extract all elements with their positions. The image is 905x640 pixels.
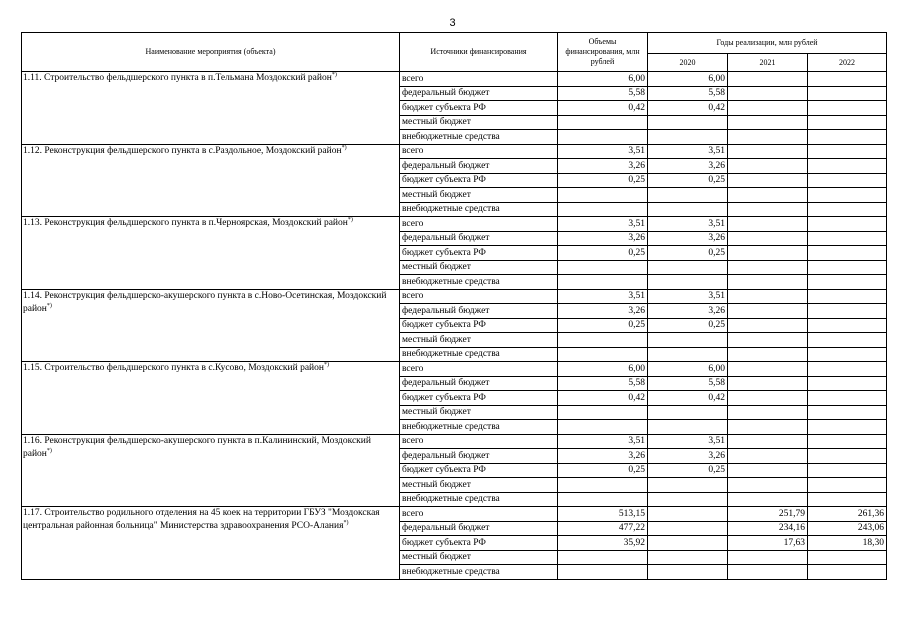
volume-cell xyxy=(558,347,648,362)
volume-cell: 3,51 xyxy=(558,289,648,304)
source-cell: федеральный бюджет xyxy=(400,521,558,536)
source-cell: местный бюджет xyxy=(400,115,558,130)
volume-cell xyxy=(558,405,648,420)
footnote-mark: *) xyxy=(343,519,349,526)
year-2022-cell xyxy=(808,130,887,145)
table-row xyxy=(22,217,887,232)
year-2020-cell xyxy=(648,130,728,145)
year-2021-cell xyxy=(728,115,808,130)
year-2021-cell xyxy=(728,304,808,319)
header-year-2021: 2021 xyxy=(728,54,808,72)
year-2022-cell: 243,06 xyxy=(808,521,887,536)
volume-cell xyxy=(558,420,648,435)
source-cell: всего xyxy=(400,289,558,304)
item-name-text: 1.11. Строительство фельдшерского пункта в п.Тельмана Моздокский район xyxy=(23,73,332,83)
year-2021-cell xyxy=(728,188,808,203)
year-2020-cell: 0,25 xyxy=(648,173,728,188)
header-source: Источники финансирования xyxy=(400,33,558,72)
year-2020-cell: 0,42 xyxy=(648,101,728,116)
year-2021-cell xyxy=(728,231,808,246)
item-name xyxy=(22,434,400,507)
item-name xyxy=(22,362,400,435)
volume-cell: 6,00 xyxy=(558,72,648,87)
table-body xyxy=(22,72,887,580)
year-2021-cell xyxy=(728,318,808,333)
year-2022-cell xyxy=(808,565,887,580)
source-cell: местный бюджет xyxy=(400,260,558,275)
source-cell: бюджет субъекта РФ xyxy=(400,246,558,261)
year-2020-cell xyxy=(648,333,728,348)
year-2020-cell xyxy=(648,478,728,493)
year-2021-cell xyxy=(728,202,808,217)
year-2021-cell xyxy=(728,478,808,493)
year-2022-cell xyxy=(808,231,887,246)
year-2022-cell xyxy=(808,202,887,217)
item-name-text: 1.15. Строительство фельдшерского пункта в с.Кусово, Моздокский район xyxy=(23,363,324,373)
volume-cell xyxy=(558,115,648,130)
year-2021-cell xyxy=(728,86,808,101)
year-2021-cell xyxy=(728,362,808,377)
source-cell: местный бюджет xyxy=(400,478,558,493)
item-name xyxy=(22,144,400,217)
year-2022-cell xyxy=(808,144,887,159)
source-cell: всего xyxy=(400,507,558,522)
year-2020-cell xyxy=(648,536,728,551)
year-2020-cell: 3,51 xyxy=(648,289,728,304)
volume-cell: 0,25 xyxy=(558,318,648,333)
source-cell: внебюджетные средства xyxy=(400,202,558,217)
volume-cell: 6,00 xyxy=(558,362,648,377)
item-name-text: 1.14. Реконструкция фельдшерско-акушерского пункта в с.Ново-Осетинская, Моздокский район xyxy=(23,290,387,314)
year-2020-cell: 3,51 xyxy=(648,434,728,449)
item-name xyxy=(22,217,400,290)
year-2021-cell xyxy=(728,492,808,507)
table-row xyxy=(22,507,887,522)
item-name-text: 1.16. Реконструкция фельдшерско-акушерского пункта в п.Калининский, Моздокский район xyxy=(23,435,371,459)
source-cell: внебюджетные средства xyxy=(400,130,558,145)
header-year-2020: 2020 xyxy=(648,54,728,72)
source-cell: внебюджетные средства xyxy=(400,275,558,290)
year-2021-cell xyxy=(728,449,808,464)
year-2020-cell: 3,26 xyxy=(648,449,728,464)
year-2021-cell xyxy=(728,391,808,406)
footnote-mark: *) xyxy=(46,447,52,454)
item-name xyxy=(22,72,400,145)
volume-cell: 3,26 xyxy=(558,231,648,246)
year-2020-cell: 3,26 xyxy=(648,231,728,246)
year-2020-cell xyxy=(648,521,728,536)
table-row xyxy=(22,144,887,159)
footnote-mark: *) xyxy=(341,144,347,151)
source-cell: внебюджетные средства xyxy=(400,420,558,435)
page-number: 3 xyxy=(449,17,456,29)
volume-cell: 3,51 xyxy=(558,217,648,232)
source-cell: бюджет субъекта РФ xyxy=(400,318,558,333)
volume-cell: 477,22 xyxy=(558,521,648,536)
source-cell: всего xyxy=(400,144,558,159)
source-cell: внебюджетные средства xyxy=(400,565,558,580)
year-2020-cell: 0,25 xyxy=(648,318,728,333)
volume-cell: 5,58 xyxy=(558,376,648,391)
year-2021-cell xyxy=(728,376,808,391)
year-2022-cell xyxy=(808,260,887,275)
item-name-text: 1.13. Реконструкция фельдшерского пункта в п.Черноярская, Моздокский район xyxy=(23,218,348,228)
source-cell: внебюджетные средства xyxy=(400,492,558,507)
volume-cell: 0,25 xyxy=(558,246,648,261)
year-2020-cell: 6,00 xyxy=(648,362,728,377)
table-row xyxy=(22,434,887,449)
year-2022-cell: 18,30 xyxy=(808,536,887,551)
year-2021-cell xyxy=(728,565,808,580)
volume-cell: 35,92 xyxy=(558,536,648,551)
year-2022-cell xyxy=(808,289,887,304)
year-2021-cell xyxy=(728,347,808,362)
year-2022-cell xyxy=(808,434,887,449)
source-cell: всего xyxy=(400,434,558,449)
footnote-mark: *) xyxy=(347,216,353,223)
source-cell: федеральный бюджет xyxy=(400,231,558,246)
year-2021-cell xyxy=(728,289,808,304)
footnote-mark: *) xyxy=(323,361,329,368)
year-2022-cell xyxy=(808,347,887,362)
volume-cell: 3,26 xyxy=(558,304,648,319)
header-name: Наименование мероприятия (объекта) xyxy=(22,33,400,72)
table-row xyxy=(22,289,887,304)
year-2022-cell: 261,36 xyxy=(808,507,887,522)
source-cell: бюджет субъекта РФ xyxy=(400,391,558,406)
year-2021-cell xyxy=(728,463,808,478)
year-2022-cell xyxy=(808,115,887,130)
footnote-mark: *) xyxy=(46,302,52,309)
year-2021-cell: 234,16 xyxy=(728,521,808,536)
year-2022-cell xyxy=(808,86,887,101)
year-2021-cell xyxy=(728,333,808,348)
year-2020-cell xyxy=(648,202,728,217)
header-volume: Объемы финансирования, млн рублей xyxy=(558,33,648,72)
year-2020-cell: 3,51 xyxy=(648,217,728,232)
year-2021-cell: 17,63 xyxy=(728,536,808,551)
year-2021-cell xyxy=(728,434,808,449)
year-2020-cell: 3,51 xyxy=(648,144,728,159)
source-cell: местный бюджет xyxy=(400,188,558,203)
year-2020-cell xyxy=(648,550,728,565)
year-2021-cell xyxy=(728,420,808,435)
source-cell: всего xyxy=(400,72,558,87)
year-2022-cell xyxy=(808,478,887,493)
year-2021-cell xyxy=(728,173,808,188)
year-2022-cell xyxy=(808,333,887,348)
volume-cell: 513,15 xyxy=(558,507,648,522)
year-2020-cell: 0,25 xyxy=(648,246,728,261)
year-2020-cell: 5,58 xyxy=(648,86,728,101)
year-2020-cell xyxy=(648,507,728,522)
year-2020-cell xyxy=(648,188,728,203)
year-2021-cell xyxy=(728,550,808,565)
year-2021-cell xyxy=(728,130,808,145)
source-cell: федеральный бюджет xyxy=(400,86,558,101)
year-2020-cell xyxy=(648,260,728,275)
year-2020-cell xyxy=(648,115,728,130)
volume-cell: 0,25 xyxy=(558,173,648,188)
source-cell: местный бюджет xyxy=(400,333,558,348)
volume-cell xyxy=(558,478,648,493)
year-2022-cell xyxy=(808,362,887,377)
volume-cell: 0,42 xyxy=(558,101,648,116)
volume-cell: 5,58 xyxy=(558,86,648,101)
year-2022-cell xyxy=(808,101,887,116)
year-2020-cell xyxy=(648,420,728,435)
year-2022-cell xyxy=(808,376,887,391)
year-2020-cell: 3,26 xyxy=(648,304,728,319)
year-2022-cell xyxy=(808,405,887,420)
source-cell: федеральный бюджет xyxy=(400,376,558,391)
source-cell: внебюджетные средства xyxy=(400,347,558,362)
year-2022-cell xyxy=(808,72,887,87)
year-2020-cell: 5,58 xyxy=(648,376,728,391)
year-2021-cell xyxy=(728,405,808,420)
volume-cell xyxy=(558,202,648,217)
header-years-group: Годы реализации, млн рублей xyxy=(648,33,887,54)
volume-cell: 0,25 xyxy=(558,463,648,478)
year-2022-cell xyxy=(808,463,887,478)
year-2021-cell xyxy=(728,144,808,159)
volume-cell xyxy=(558,565,648,580)
year-2020-cell xyxy=(648,347,728,362)
footnote-mark: *) xyxy=(331,71,337,78)
item-name xyxy=(22,289,400,362)
year-2021-cell xyxy=(728,101,808,116)
header-year-2022: 2022 xyxy=(808,54,887,72)
source-cell: бюджет субъекта РФ xyxy=(400,463,558,478)
volume-cell: 3,26 xyxy=(558,159,648,174)
source-cell: всего xyxy=(400,217,558,232)
volume-cell xyxy=(558,275,648,290)
source-cell: местный бюджет xyxy=(400,550,558,565)
volume-cell xyxy=(558,130,648,145)
source-cell: всего xyxy=(400,362,558,377)
year-2021-cell xyxy=(728,159,808,174)
year-2022-cell xyxy=(808,420,887,435)
source-cell: местный бюджет xyxy=(400,405,558,420)
source-cell: федеральный бюджет xyxy=(400,159,558,174)
volume-cell: 3,51 xyxy=(558,144,648,159)
table-row xyxy=(22,362,887,377)
year-2020-cell xyxy=(648,492,728,507)
year-2022-cell xyxy=(808,275,887,290)
item-name-text: 1.12. Реконструкция фельдшерского пункта в с.Раздольное, Моздокский район xyxy=(23,145,342,156)
year-2021-cell xyxy=(728,217,808,232)
year-2020-cell: 3,26 xyxy=(648,159,728,174)
year-2022-cell xyxy=(808,550,887,565)
volume-cell xyxy=(558,188,648,203)
volume-cell: 0,42 xyxy=(558,391,648,406)
year-2022-cell xyxy=(808,173,887,188)
year-2022-cell xyxy=(808,217,887,232)
year-2021-cell xyxy=(728,246,808,261)
year-2021-cell: 251,79 xyxy=(728,507,808,522)
source-cell: бюджет субъекта РФ xyxy=(400,536,558,551)
financing-table xyxy=(21,32,887,580)
year-2021-cell xyxy=(728,72,808,87)
year-2022-cell xyxy=(808,304,887,319)
source-cell: бюджет субъекта РФ xyxy=(400,173,558,188)
year-2020-cell: 0,42 xyxy=(648,391,728,406)
year-2022-cell xyxy=(808,318,887,333)
volume-cell: 3,51 xyxy=(558,434,648,449)
year-2020-cell xyxy=(648,405,728,420)
volume-cell: 3,26 xyxy=(558,449,648,464)
volume-cell xyxy=(558,550,648,565)
year-2020-cell xyxy=(648,275,728,290)
table-row xyxy=(22,72,887,87)
year-2022-cell xyxy=(808,449,887,464)
year-2022-cell xyxy=(808,391,887,406)
volume-cell xyxy=(558,492,648,507)
year-2020-cell xyxy=(648,565,728,580)
source-cell: бюджет субъекта РФ xyxy=(400,101,558,116)
year-2022-cell xyxy=(808,492,887,507)
year-2020-cell: 6,00 xyxy=(648,72,728,87)
year-2021-cell xyxy=(728,260,808,275)
year-2020-cell: 0,25 xyxy=(648,463,728,478)
source-cell: федеральный бюджет xyxy=(400,304,558,319)
item-name xyxy=(22,507,400,580)
year-2022-cell xyxy=(808,159,887,174)
year-2022-cell xyxy=(808,188,887,203)
volume-cell xyxy=(558,260,648,275)
volume-cell xyxy=(558,333,648,348)
source-cell: федеральный бюджет xyxy=(400,449,558,464)
year-2022-cell xyxy=(808,246,887,261)
item-name-text: 1.17. Строительство родильного отделения на 45 коек на территории ГБУЗ "Моздокская центральная районная больница" Министерства здравоохранения РСО-Алания xyxy=(23,508,380,531)
year-2021-cell xyxy=(728,275,808,290)
